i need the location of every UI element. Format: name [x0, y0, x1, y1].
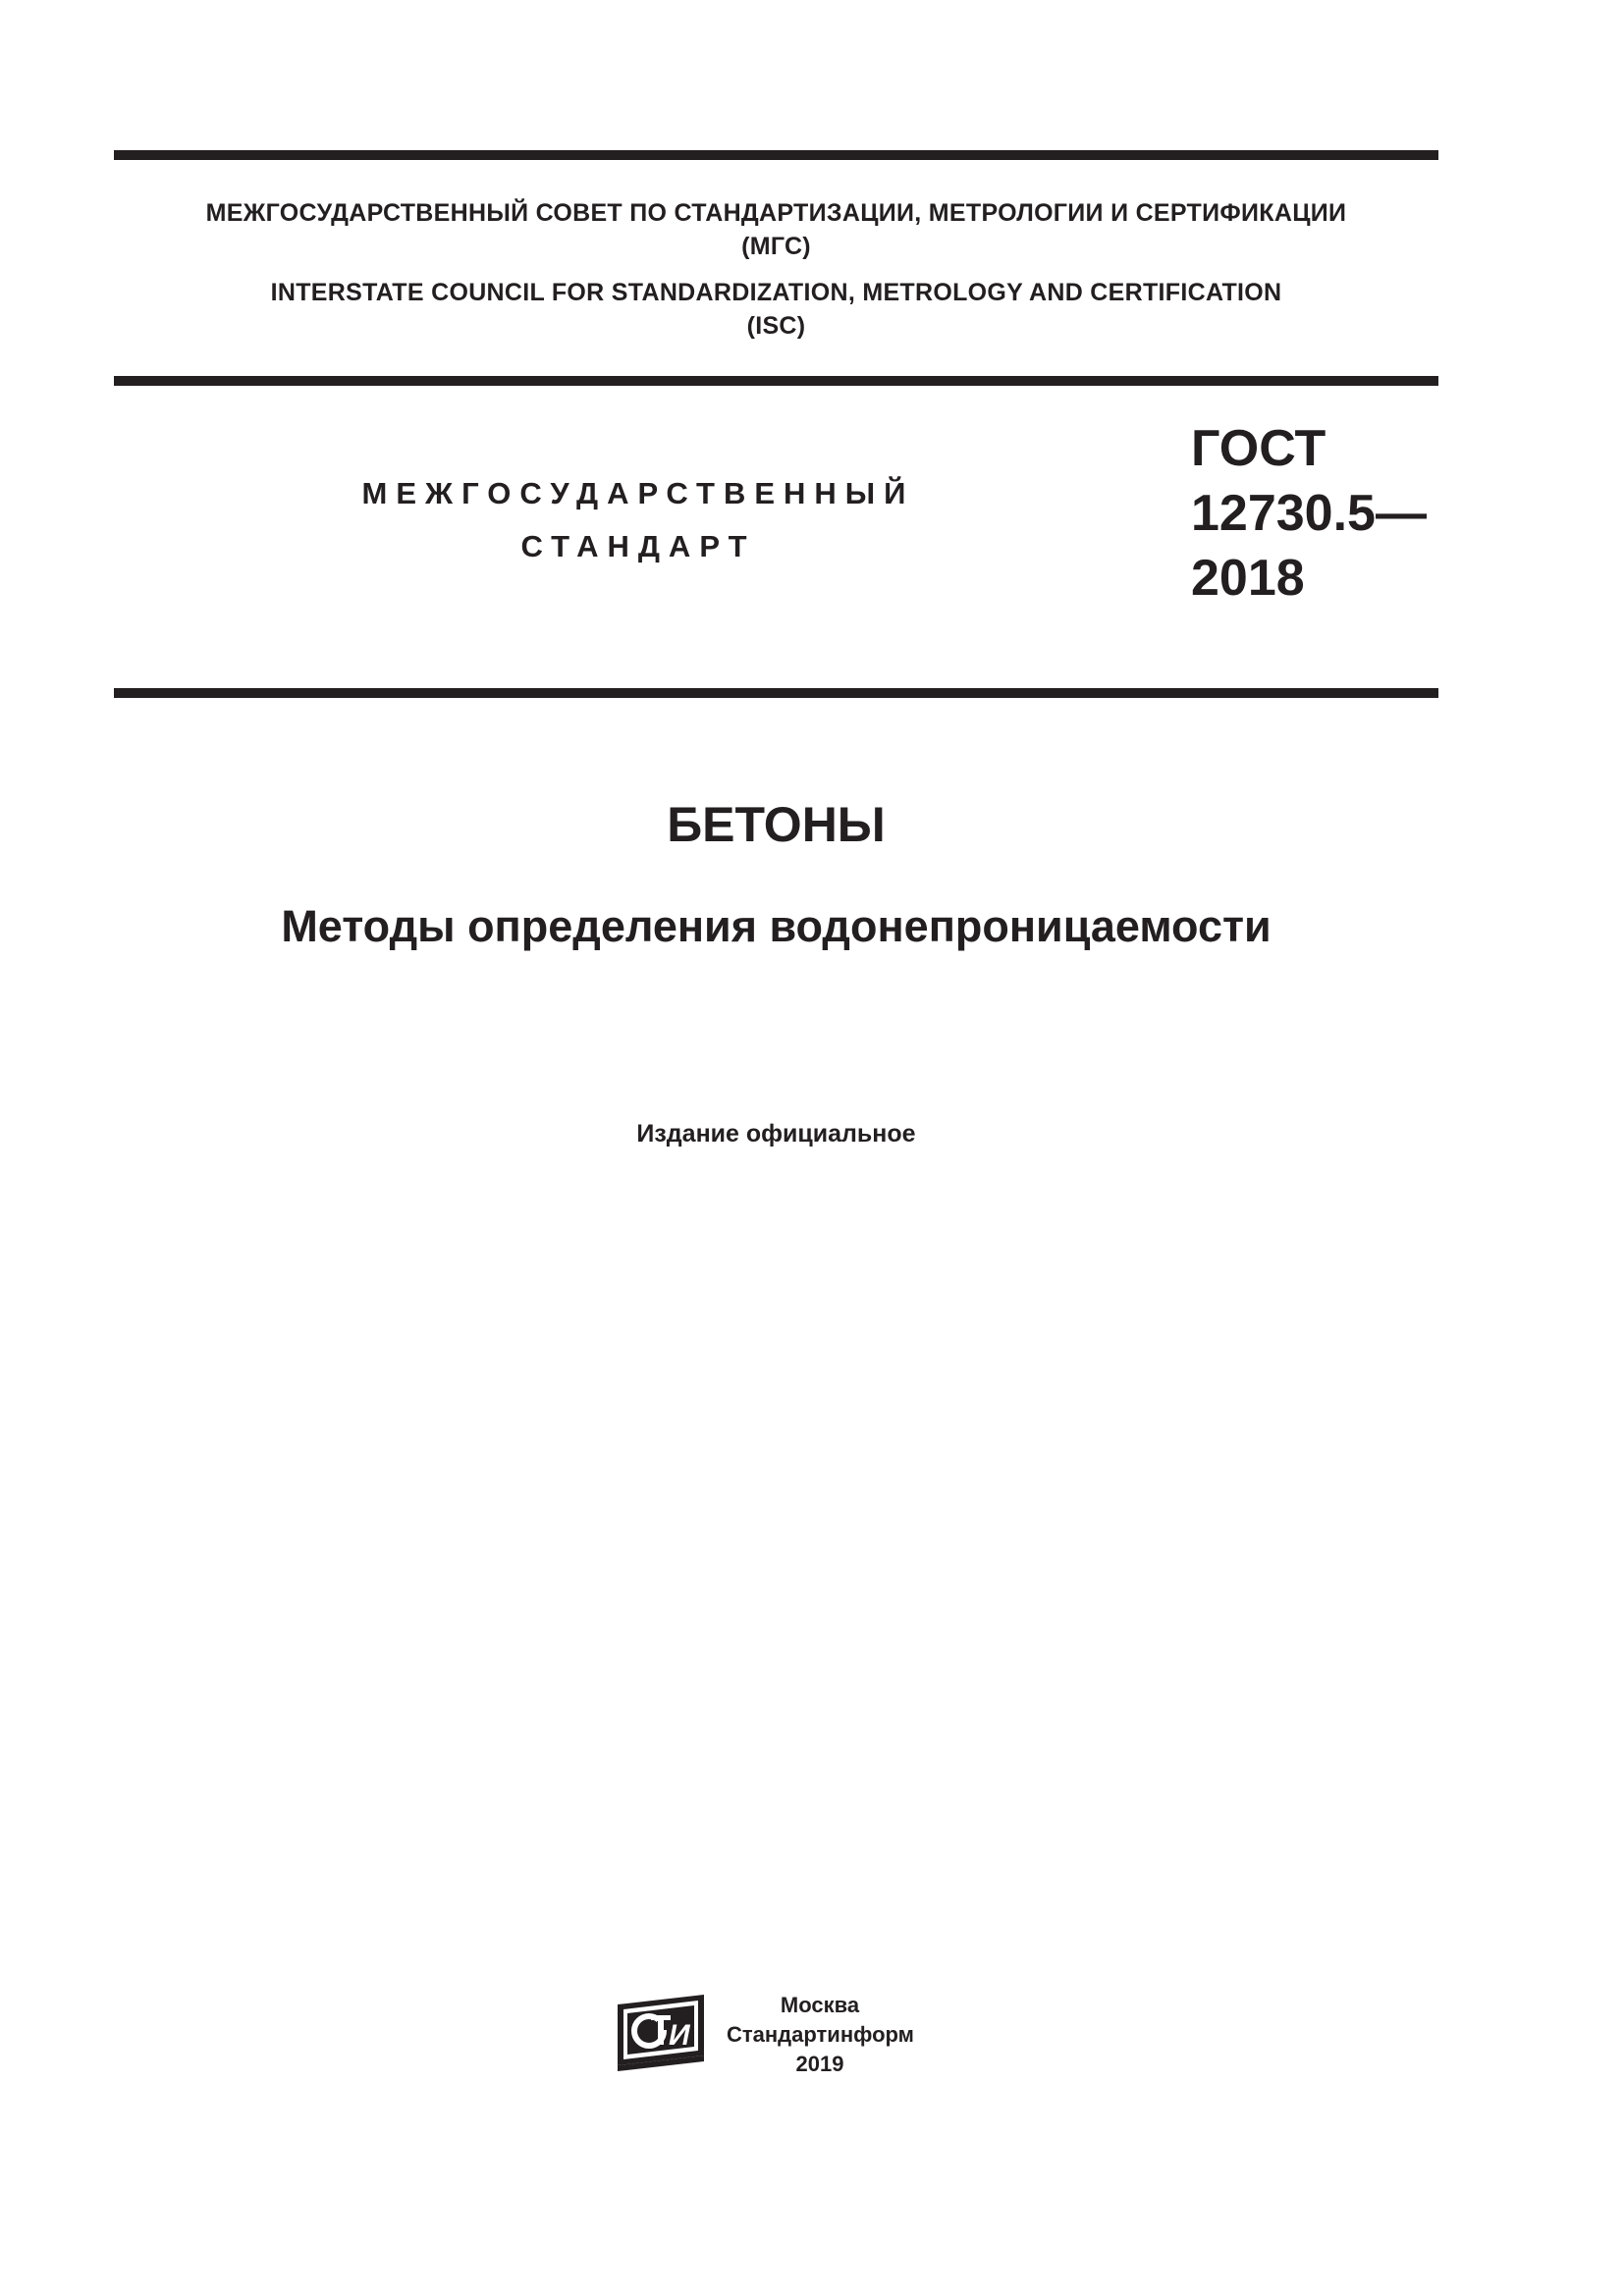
top-rule	[114, 150, 1438, 160]
standard-kind-line2: СТАНДАРТ	[520, 529, 756, 563]
council-abbr-en: (ISC)	[746, 312, 806, 340]
svg-text:И: И	[669, 2019, 690, 2052]
edition-note: Издание официальное	[636, 1120, 916, 1148]
publisher-city: Москва	[780, 1993, 860, 2017]
council-name-ru: МЕЖГОСУДАРСТВЕННЫЙ СОВЕТ ПО СТАНДАРТИЗАЦИИ, МЕТРОЛОГИИ И СЕРТИФИКАЦИИ	[205, 199, 1347, 227]
designation-rule	[114, 688, 1438, 698]
publisher-year: 2019	[795, 2052, 844, 2076]
header-rule	[114, 376, 1438, 386]
council-abbr-ru: (МГС)	[741, 233, 811, 260]
standard-kind-line1: МЕЖГОСУДАРСТВЕННЫЙ	[361, 476, 915, 510]
publisher-name: Стандартинформ	[727, 2022, 914, 2047]
document-title: БЕТОНЫ	[667, 797, 886, 852]
document-subtitle: Методы определения водонепроницаемости	[281, 901, 1272, 951]
standartinform-logo-icon	[614, 1991, 712, 2071]
council-name-en: INTERSTATE COUNCIL FOR STANDARDIZATION, METROLOGY AND CERTIFICATION	[270, 279, 1282, 306]
gost-label: ГОСТ	[1191, 420, 1326, 477]
gost-number: 12730.5—	[1191, 485, 1427, 542]
publisher-block	[727, 1991, 913, 2079]
gost-year: 2018	[1191, 550, 1305, 607]
gost-designation	[1191, 416, 1427, 611]
